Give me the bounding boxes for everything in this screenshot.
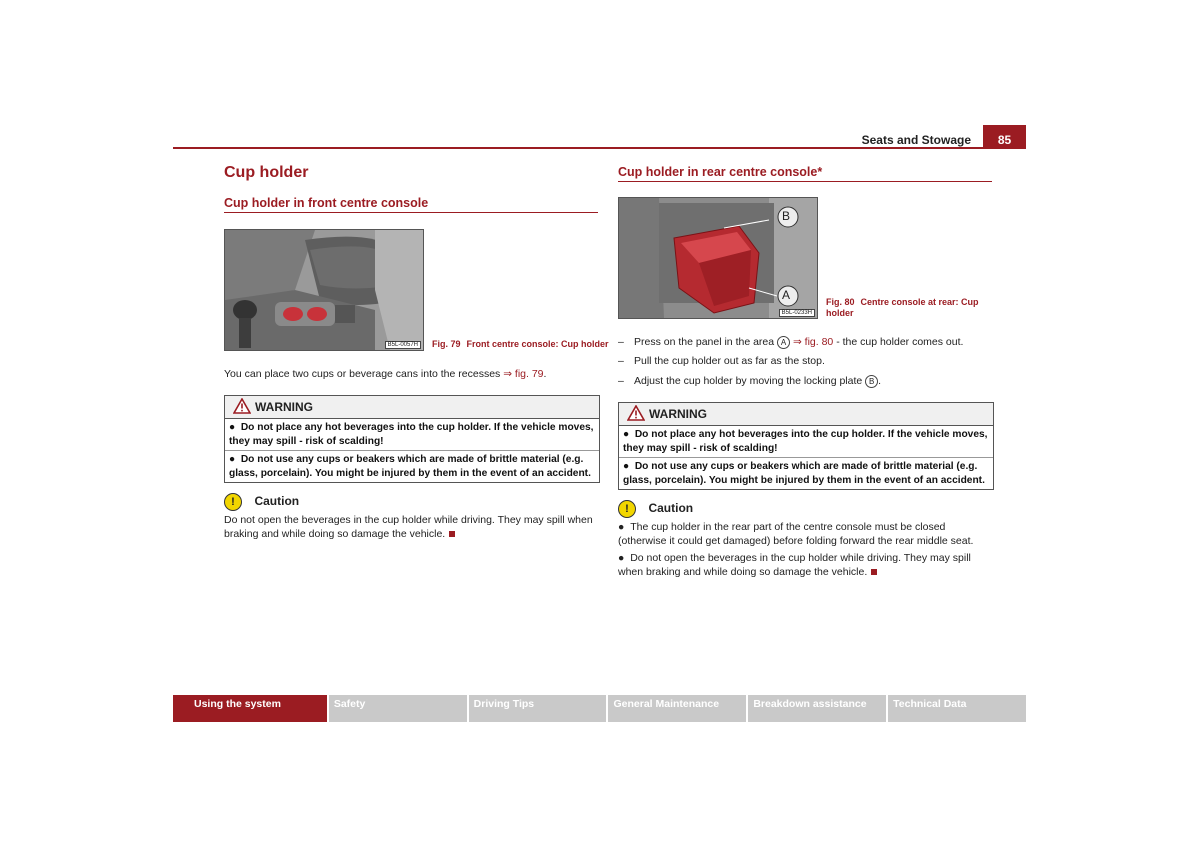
page-number: 85 — [983, 125, 1026, 149]
left-caution-header — [224, 492, 299, 511]
left-caution-text — [224, 513, 598, 541]
caution-item: ● The cup holder in the rear part of the centre console must be closed (otherwise it could get damaged) before folding forward the rear middle seat. — [618, 521, 974, 547]
nav-tab-safety[interactable]: Safety — [329, 695, 469, 722]
warning-header — [225, 396, 599, 419]
step-dash: – — [618, 336, 624, 348]
intro-end: . — [543, 368, 547, 380]
right-subtitle-rule — [618, 181, 992, 182]
front-console-illustration — [225, 230, 423, 350]
figure-front-console — [224, 229, 424, 351]
intro-text: You can place two cups or beverage cans into the recesses — [224, 368, 501, 380]
figure-80-caption — [826, 297, 986, 319]
warning-title: WARNING — [649, 407, 707, 421]
warning-item: ● Do not place any hot beverages into the cup holder. If the vehicle moves, they may spill - risk of scalding! — [229, 422, 594, 447]
step-item — [618, 354, 992, 368]
figure-80-number: Fig. 80 — [826, 297, 855, 307]
nav-tab-breakdown-assistance[interactable]: Breakdown assistance — [748, 695, 888, 722]
step-item — [618, 374, 992, 388]
nav-tab-general-maintenance[interactable]: General Maintenance — [608, 695, 748, 722]
step-text: Pull the cup holder out as far as the stop. — [634, 355, 825, 367]
left-warning-box — [224, 395, 600, 483]
fig-80-link[interactable]: ⇒ fig. 80 — [792, 336, 834, 348]
figure-code: B5L-0057H — [385, 341, 421, 349]
figure-label-b: B — [782, 209, 791, 223]
warning-header — [619, 403, 993, 426]
warning-item: ● Do not use any cups or beakers which are made of brittle material (e.g. glass, porcelain). You might be injured by them in the event of an accident. — [229, 454, 591, 479]
warning-triangle-icon — [627, 405, 645, 421]
warning-triangle-icon — [233, 398, 251, 414]
caution-icon: ! — [224, 493, 242, 511]
step-text: Press on the panel in the area — [634, 336, 775, 348]
figure-80-caption-text: Centre console at rear: Cup holder — [826, 297, 979, 318]
caution-text: Do not open the beverages in the cup holder while driving. They may spill when braking and while doing so damage the vehicle. — [224, 514, 593, 540]
warning-title: WARNING — [255, 400, 313, 414]
callout-a-icon: A — [777, 336, 790, 349]
figure-code: B5L-0233H — [779, 309, 815, 317]
figure-79-caption-text: Front centre console: Cup holder — [466, 339, 609, 349]
nav-tab-technical-data[interactable]: Technical Data — [888, 695, 1026, 722]
figure-79-number: Fig. 79 — [432, 339, 461, 349]
step-dash: – — [618, 375, 624, 387]
caution-item-text: Do not open the beverages in the cup holder while driving. They may spill when braking and while doing so damage the vehicle. — [618, 552, 971, 578]
caution-title: Caution — [254, 494, 300, 508]
step-item — [618, 335, 992, 349]
nav-tab-using-the-system[interactable]: Using the system — [173, 695, 329, 722]
section-end-marker — [449, 531, 455, 537]
caution-title: Caution — [648, 501, 694, 515]
figure-79-caption — [432, 339, 609, 350]
left-subtitle-rule — [224, 212, 598, 213]
step-text-after: - the cup holder comes out. — [833, 336, 964, 348]
right-warning-box — [618, 402, 994, 490]
left-subtitle: Cup holder in front centre console — [224, 196, 429, 210]
left-intro-paragraph — [224, 367, 598, 381]
caution-icon: ! — [618, 500, 636, 518]
warning-item: ● Do not use any cups or beakers which are made of brittle material (e.g. glass, porcelain). You might be injured by them in the event of an accident. — [623, 461, 985, 486]
section-end-marker — [871, 569, 877, 575]
step-text-after: . — [878, 375, 882, 387]
callout-b-icon: B — [865, 375, 878, 388]
warning-item-text: Do not use any cups or beakers which are made of brittle material (e.g. glass, porcelain). You might be injured by them in the event of an accident. — [229, 454, 591, 479]
header-rule — [173, 147, 1026, 149]
figure-rear-console — [618, 197, 818, 319]
step-dash: – — [618, 355, 624, 367]
running-header-section: Seats and Stowage — [861, 133, 971, 147]
caution-item: ● Do not open the beverages in the cup holder while driving. They may spill when braking and while doing so damage the vehicle. — [618, 552, 971, 578]
warning-item-text: Do not place any hot beverages into the cup holder. If the vehicle moves, they may spill - risk of scalding! — [229, 422, 594, 447]
warning-item: ● Do not place any hot beverages into the cup holder. If the vehicle moves, they may spill - risk of scalding! — [623, 429, 988, 454]
section-title: Cup holder — [224, 164, 309, 181]
nav-tab-driving-tips[interactable]: Driving Tips — [469, 695, 609, 722]
fig-79-link[interactable]: ⇒ fig. 79 — [503, 368, 544, 380]
warning-item-text: Do not place any hot beverages into the cup holder. If the vehicle moves, they may spill - risk of scalding! — [623, 429, 988, 454]
warning-item-text: Do not use any cups or beakers which are made of brittle material (e.g. glass, porcelain). You might be injured by them in the event of an accident. — [623, 461, 985, 486]
chapter-nav — [173, 695, 1026, 722]
right-caution-header — [618, 499, 693, 518]
figure-label-a: A — [782, 288, 791, 302]
caution-item-text: The cup holder in the rear part of the centre console must be closed (otherwise it could get damaged) before folding forward the rear middle seat. — [618, 521, 974, 547]
right-subtitle: Cup holder in rear centre console* — [618, 165, 823, 179]
step-text: Adjust the cup holder by moving the locking plate — [634, 375, 863, 387]
